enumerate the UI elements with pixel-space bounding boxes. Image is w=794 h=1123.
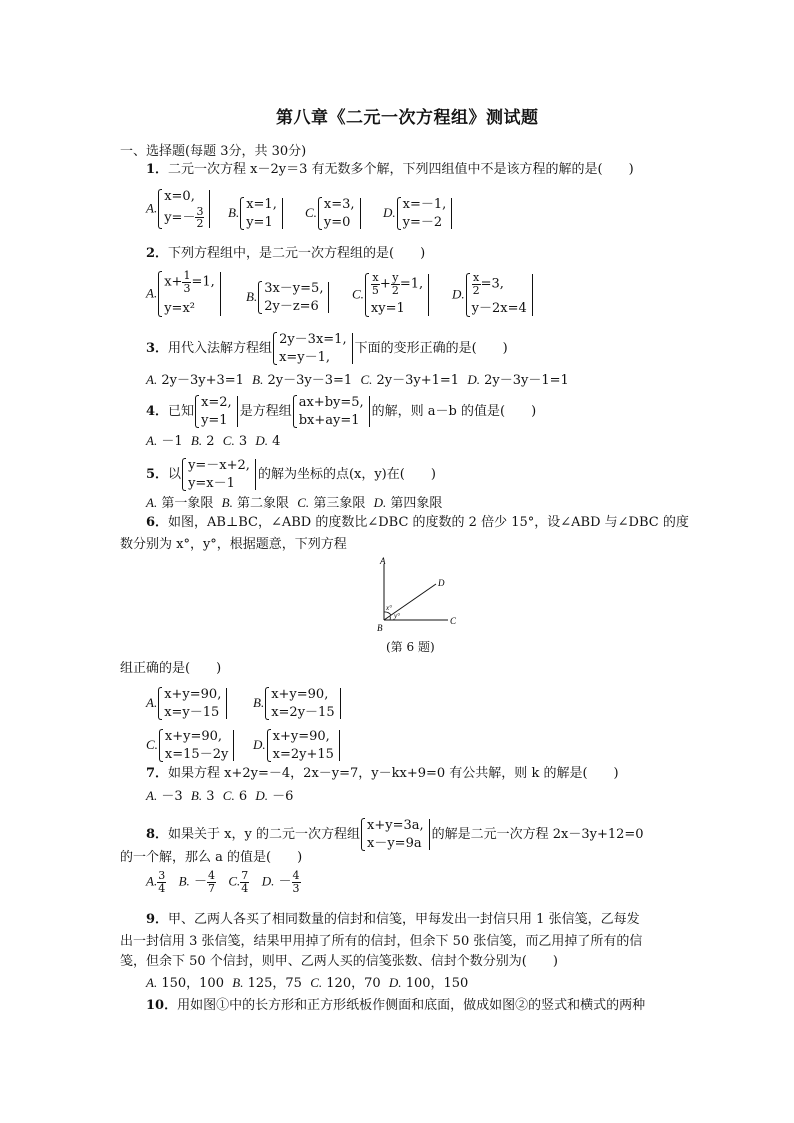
q1-option-d: [383, 196, 454, 231]
fraction: $\frac{4}{3}$: [292, 869, 300, 895]
question-text: 下面的变形正确的是( ): [354, 341, 508, 357]
label-c: C: [450, 616, 457, 626]
option-label: D.: [383, 205, 396, 221]
q2-option-b: [246, 280, 331, 315]
option-label: A.: [146, 695, 158, 711]
equation-system: x+y=90, x=15－2y: [158, 728, 236, 763]
q1-option-c: [305, 196, 363, 231]
equation-system: x=3, y=0: [317, 196, 363, 231]
question-7: 7．如果方程 x+2y=－4，2x－y=7，y－kx+9=0 有公共解，则 k 的解是( ): [146, 766, 619, 781]
question-6: 6．如图，AB⊥BC，∠ABD 的度数比∠DBC 的度数的 2 倍少 15°，设∠ABD 与∠DBC 的度: [146, 515, 689, 530]
question-number: 4．: [146, 404, 169, 420]
equation-system: x+y=3a, x－y=9a: [360, 817, 432, 852]
fraction: $\frac{7}{4}$: [241, 869, 249, 895]
question-1: [146, 163, 634, 176]
q5-options: A. 第一象限 B. 第二象限 C. 第三象限 D. 第四象限: [146, 495, 443, 511]
q7-options: A. －3 B. 3 C. 6 D. －6: [146, 788, 294, 804]
label-a: A: [380, 556, 386, 566]
q2-option-a: [146, 270, 223, 318]
equation-system: $\frac{x}{2}$ =3, y－2x=4: [465, 272, 535, 318]
equation-system: ax+by=5, bx+ay=1: [292, 394, 372, 429]
q1-options: [146, 188, 212, 230]
option-label: C.: [305, 205, 317, 221]
question-number: 10．: [146, 998, 178, 1013]
question-8-line-2: 的一个解，那么 a 的值是( ): [120, 850, 303, 865]
question-text: 用代入法解方程组: [168, 341, 273, 357]
option-label: C.: [352, 286, 364, 302]
equation-system: 3x－y=5, 2y－z=6: [257, 280, 331, 315]
question-6-line-2: 数分别为 x°，y°，根据题意，下列方程: [120, 537, 347, 552]
equation-system: x+y=90, x=2y－15: [264, 686, 342, 721]
question-3: [146, 331, 508, 366]
option-label: C.: [146, 737, 158, 753]
question-text: 下列方程组中，是二元一次方程组的是( ): [168, 246, 426, 261]
q6-option-d: [253, 728, 342, 763]
q8-options: A. $\frac{3}{4}$ B. － $\frac{4}{7}$ C. $\frac{7}{4}$ D. － $\frac{4}{3}$: [146, 869, 300, 895]
equation-system: x+y=90, x=2y+15: [266, 728, 342, 763]
section-heading: 一、选择题(每题 3分，共 30分): [120, 144, 307, 159]
fraction: $\frac{4}{7}$: [207, 869, 215, 895]
question-6-line-3: 组正确的是( ): [120, 661, 222, 676]
q4-options: A. －1 B. 2 C. 3 D. 4: [146, 433, 281, 449]
question-4: 4．已知 x=2, y=1 是方程组 ax+by=5, bx+ay=1 的解，则 a－b 的值是( ): [146, 395, 537, 428]
equation-system: x+y=90, x=y－15: [157, 686, 229, 721]
option-label: D.: [452, 286, 465, 302]
question-number: 2．: [146, 246, 169, 261]
question-number: 5．: [146, 467, 169, 483]
question-number: 6．: [146, 515, 169, 530]
equation-system: x=1, y=1: [239, 196, 285, 231]
question-number: 8．: [146, 827, 169, 843]
page-title: 第八章《二元一次方程组》测试题: [276, 108, 539, 128]
equation-system: 2y－3x=1, x=y－1,: [272, 331, 355, 366]
question-number: 3．: [146, 341, 169, 357]
label-b: B: [377, 623, 383, 633]
option-label: B.: [228, 205, 240, 221]
fraction: $\frac{3}{4}$: [158, 869, 166, 895]
question-number: 7．: [146, 766, 169, 781]
q6-option-a: [146, 686, 229, 721]
option-label: A.: [146, 285, 158, 301]
angle-x-label: x°: [386, 604, 392, 612]
equation-system: y=－x+2, y=x－1: [181, 457, 258, 492]
q6-option-c: [146, 728, 236, 763]
option-label: B.: [246, 289, 258, 305]
question-2: [146, 247, 425, 260]
angle-y-label: y°: [394, 612, 400, 620]
question-8: 8．如果关于 x，y 的二元一次方程组 x+y=3a, x－y=9a 的解是二元一次方程 2x－3y+12=0: [146, 818, 644, 851]
question-9-line-2: 出一封信用 3 张信笺，结果甲用掉了所有的信封，但余下 50 张信笺，而乙用掉了所有的信: [120, 934, 643, 949]
option-label: B.: [253, 695, 265, 711]
q6-option-b: [253, 686, 343, 721]
question-5: 5．以 y=－x+2, y=x－1 的解为坐标的点(x，y)在( ): [146, 458, 436, 491]
question-9: 9．甲、乙两人各买了相同数量的信封和信笺，甲每发出一封信只用 1 张信笺，乙每发: [146, 912, 640, 927]
question-9-line-3: 笺，但余下 50 个信封，则甲、乙两人买的信笺张数、信封个数分别为( ): [120, 954, 558, 969]
option-label: D.: [253, 737, 266, 753]
q3-options: A. 2y－3y+3=1 B. 2y－3y－3=1 C. 2y－3y+1=1 D. 2y－3y－1=1: [146, 372, 569, 388]
question-text: 二元一次方程 x－2y＝3 有无数多个解，下列四组值中不是该方程的解的是( ): [168, 162, 634, 177]
figure-caption: (第 6 题): [386, 640, 435, 654]
question-number: 1．: [146, 162, 169, 177]
q2-option-d: [452, 272, 535, 318]
question-number: 9．: [146, 912, 169, 927]
q9-options: A. 150，100 B. 125，75 C. 120，70 D. 100，150: [146, 975, 469, 991]
question-10: 10．用如图①中的长方形和正方形纸板作侧面和底面，做成如图②的竖式和横式的两种: [146, 998, 646, 1013]
equation-system: x=－1, y=－2: [396, 196, 455, 231]
label-d: D: [438, 578, 445, 588]
equation-system: x=2, y=1: [194, 394, 240, 429]
q1-option-b: [228, 196, 285, 231]
option-label: A.: [146, 200, 158, 216]
equation-system: $\frac{x}{5}$ + $\frac{y}{2}$ =1, xy=1: [364, 272, 431, 318]
q2-option-c: [352, 272, 431, 318]
equation-system: x=0, y=－ $\frac{3}{2}$: [157, 188, 212, 230]
angle-figure: [360, 556, 470, 636]
equation-system: x+ $\frac{1}{3}$ =1, y=x²: [157, 270, 223, 318]
